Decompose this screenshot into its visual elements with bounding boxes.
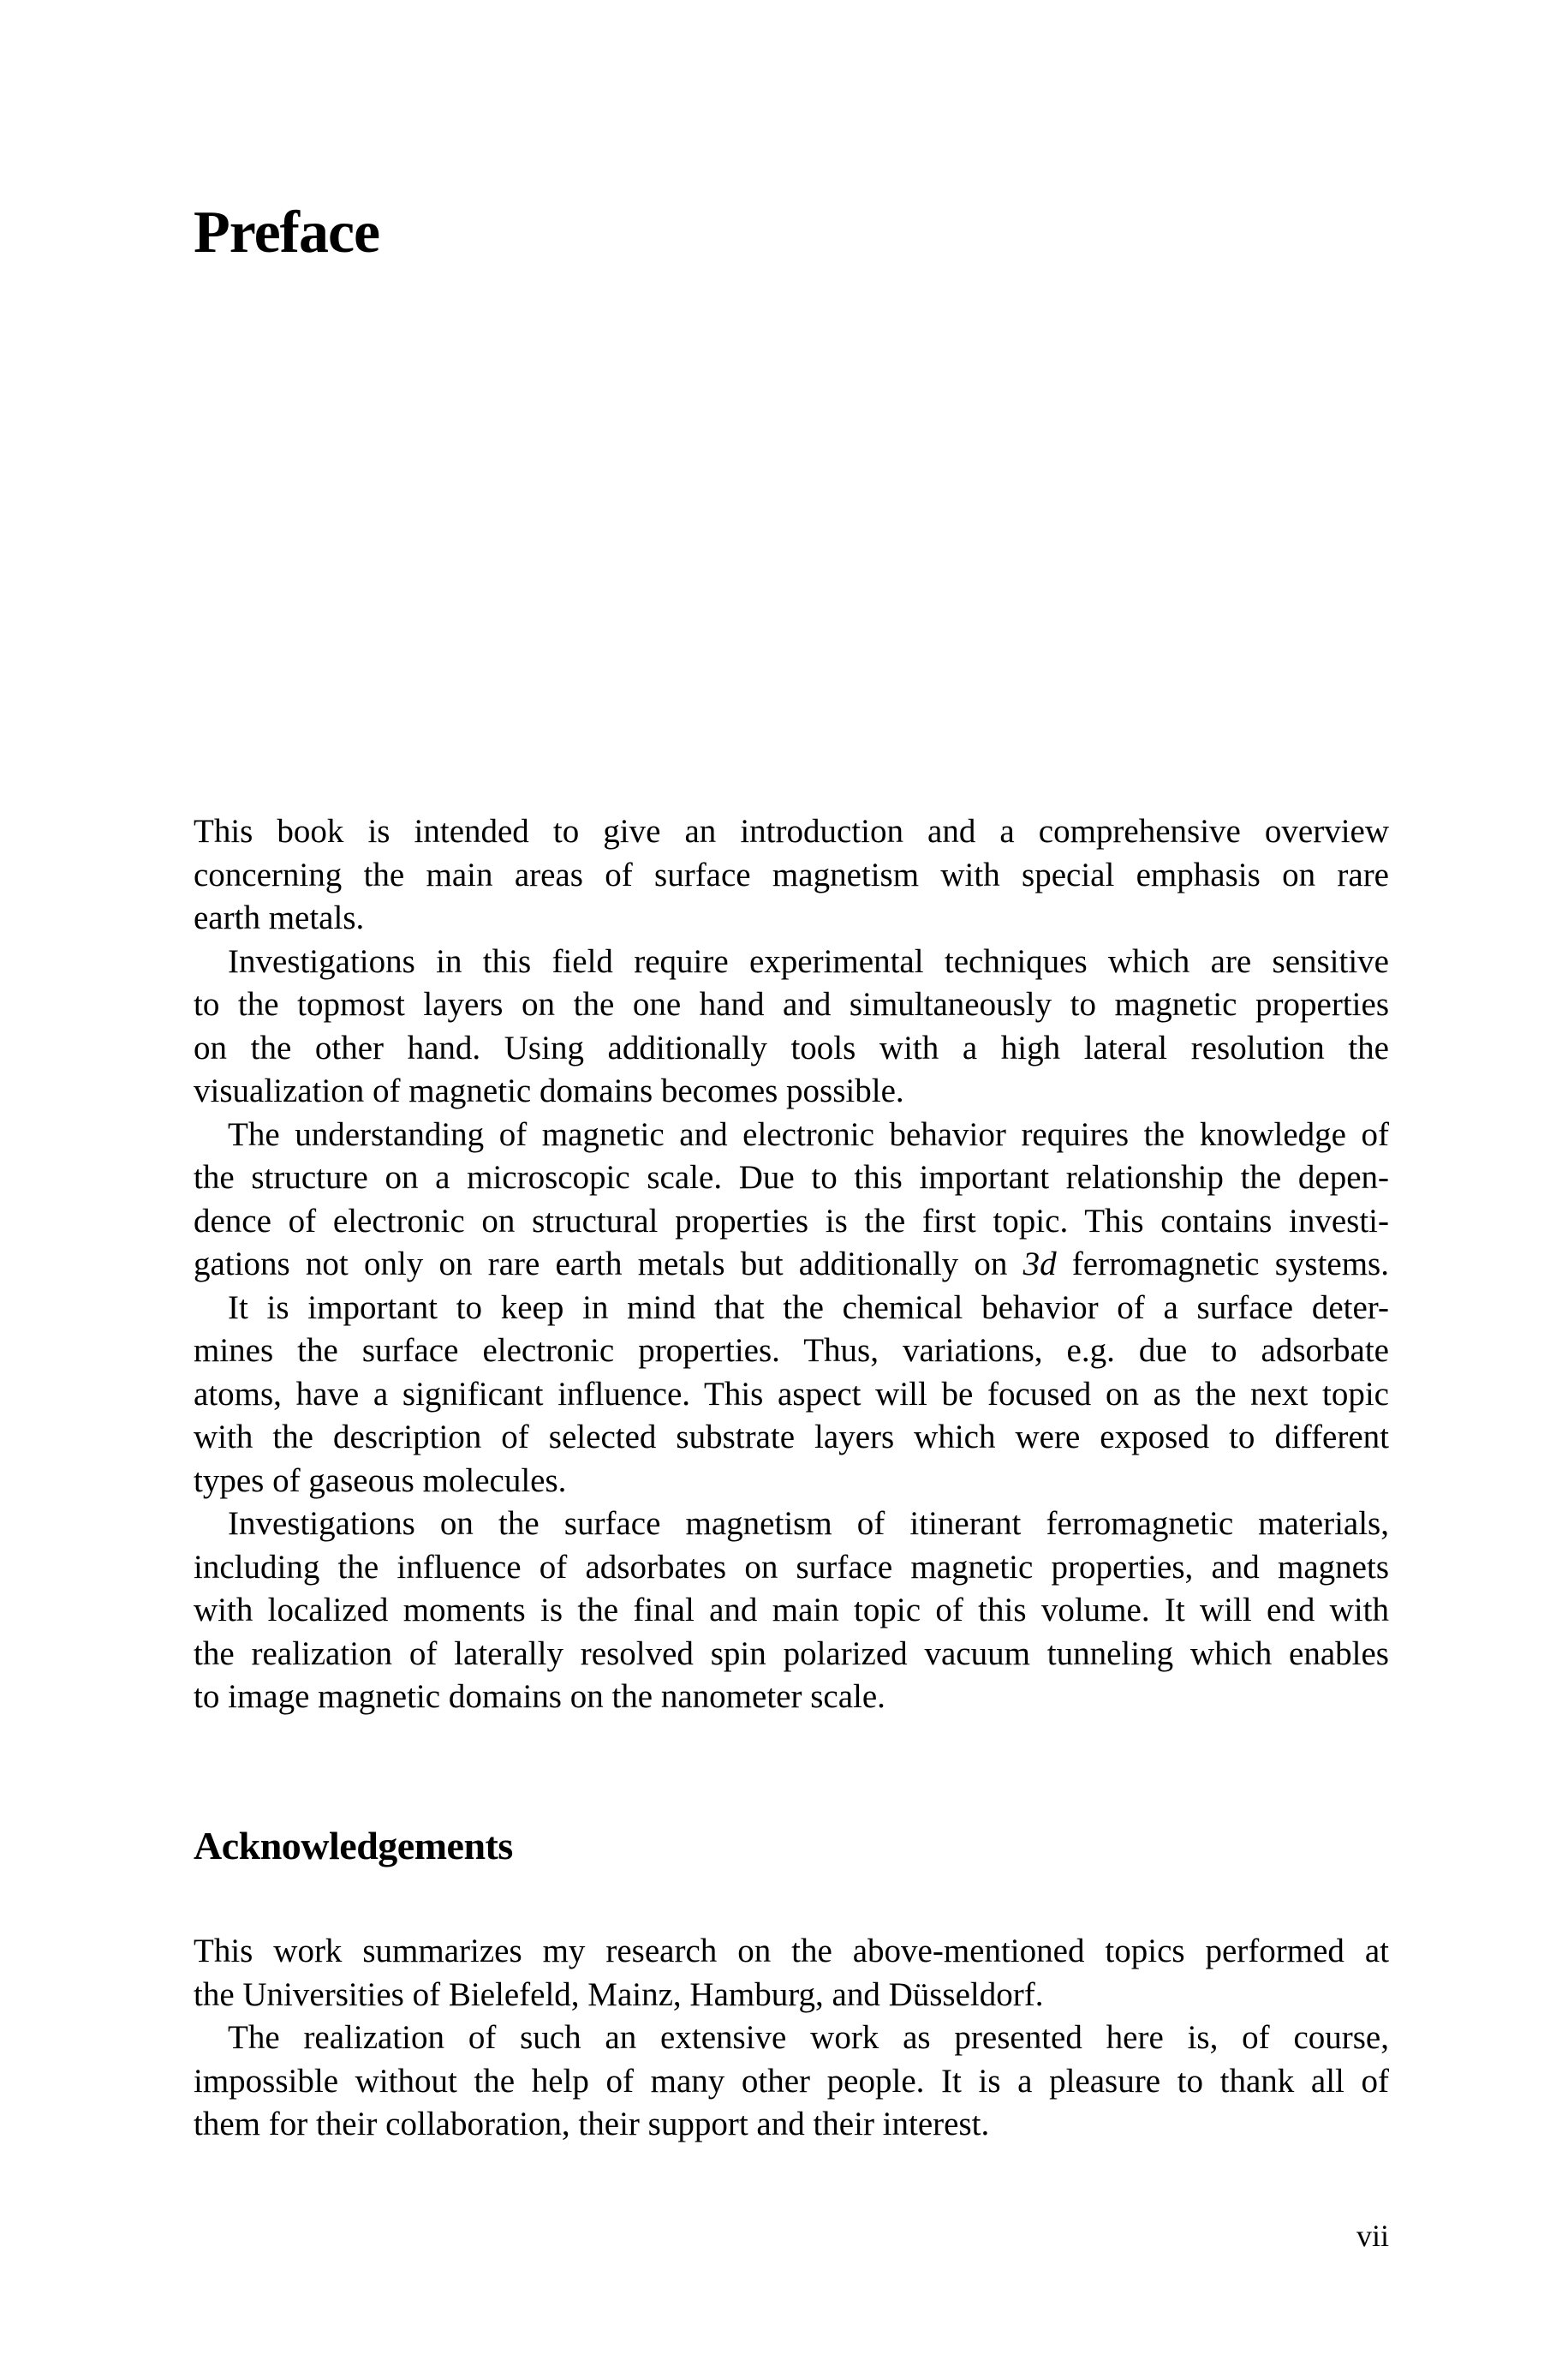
text-line: This work summarizes my research on the above-mentioned topics performed at: [194, 1933, 1389, 1969]
text-line: mines the surface electronic properties. Thus, variations, e.g. due to adsorbate: [194, 1332, 1389, 1369]
text-line: dence of electronic on structural properties is the first topic. This contains investi-: [194, 1202, 1389, 1240]
text-line: to image magnetic domains on the nanometer scale.: [194, 1678, 885, 1715]
page-number: vii: [1356, 2219, 1389, 2253]
text-line: Investigations in this field require experimental techniques which are sensitive: [228, 942, 1389, 980]
text-line: The understanding of magnetic and electronic behavior requires the knowledge of: [228, 1115, 1389, 1153]
text-line: earth metals.: [194, 899, 365, 936]
text-line: to the topmost layers on the one hand and simultaneously to magnetic properties: [194, 986, 1389, 1023]
text-line: [194, 1243, 1389, 1287]
text-line: on the other hand. Using additionally tools with a high lateral resolution the: [194, 1029, 1389, 1067]
preface-title: Preface: [194, 200, 380, 266]
text-line: visualization of magnetic domains becomes possible.: [194, 1072, 904, 1109]
italic-term: 3d: [1022, 1246, 1057, 1282]
text-line: the Universities of Bielefeld, Mainz, Hamburg, and Düsseldorf.: [194, 1975, 1044, 2013]
text-line: This book is intended to give an introduction and a comprehensive overview: [194, 813, 1389, 850]
text-segment: gations not only on rare earth metals but additionally on: [194, 1246, 1023, 1282]
text-line: the realization of laterally resolved spin polarized vacuum tunneling which enables: [194, 1634, 1389, 1672]
text-line: with the description of selected substrate layers which were exposed to different: [194, 1419, 1389, 1455]
acknowledgements-heading: Acknowledgements: [194, 1824, 513, 1867]
text-line: It is important to keep in mind that the chemical behavior of a surface deter-: [228, 1288, 1389, 1326]
text-line: Investigations on the surface magnetism of itinerant ferromagnetic materials,: [228, 1505, 1389, 1542]
text-line: atoms, have a significant influence. This aspect will be focused on as the next topic: [194, 1375, 1389, 1413]
text-line: impossible without the help of many other people. It is a pleasure to thank all of: [194, 2062, 1389, 2100]
text-line: them for their collaboration, their support and their interest.: [194, 2106, 990, 2142]
preface-body: [194, 810, 1389, 1719]
text-line: The realization of such an extensive work as presented here is, of course,: [228, 2019, 1389, 2056]
text-line: the structure on a microscopic scale. Due to this important relationship the depen-: [194, 1159, 1389, 1196]
text-line: including the influence of adsorbates on surface magnetic properties, and magnets: [194, 1548, 1389, 1586]
text-line: types of gaseous molecules.: [194, 1461, 567, 1499]
text-line: concerning the main areas of surface magnetism with special emphasis on rare: [194, 856, 1389, 893]
text-segment: ferromagnetic systems.: [1056, 1246, 1389, 1282]
text-line: with localized moments is the final and main topic of this volume. It will end with: [194, 1592, 1389, 1628]
acknowledgements-body: [194, 1930, 1389, 2147]
